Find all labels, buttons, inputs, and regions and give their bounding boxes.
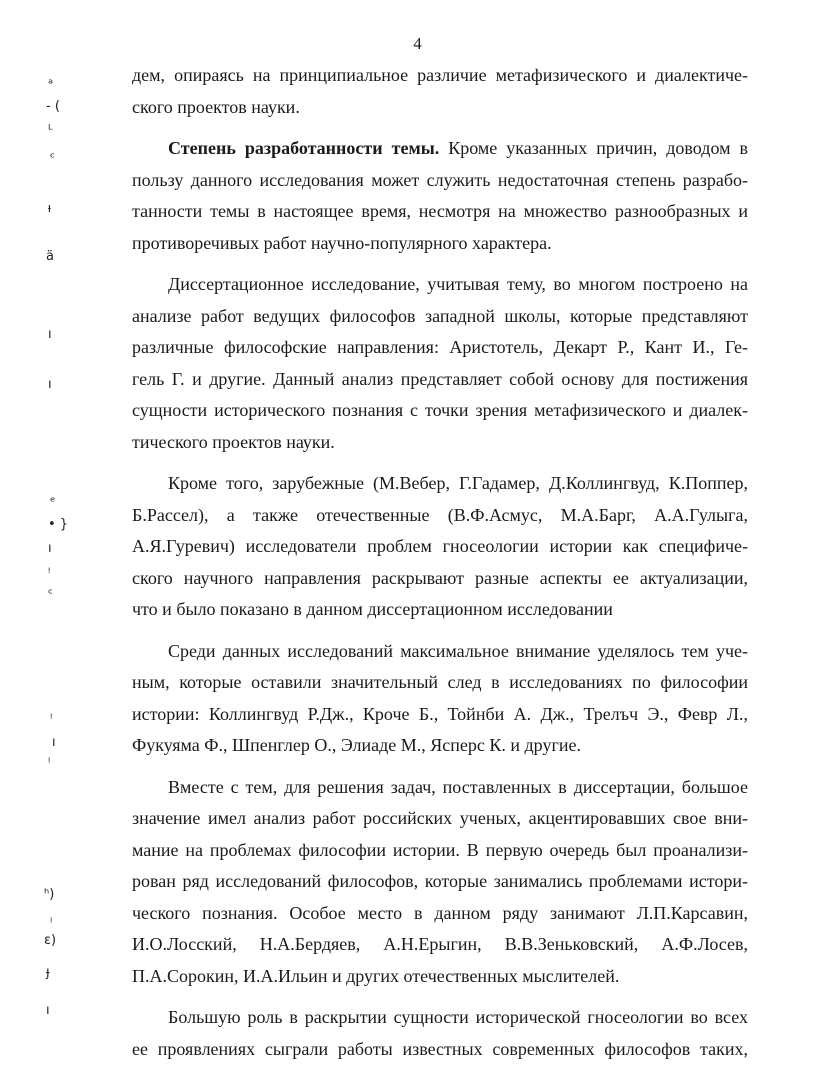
- margin-mark: ᶜ: [50, 151, 55, 166]
- margin-mark: ᴸ: [48, 123, 53, 138]
- text-line: ского научного направления раскрывают разные аспекты ее актуализации,: [132, 567, 748, 588]
- text-line: анализе работ ведущих философов западной школы, которые представляют: [132, 305, 748, 326]
- text-line: П.А.Сорокин, И.А.Ильин и других отечественных мыслителей.: [132, 965, 620, 986]
- text-line: Кроме того, зарубежные (М.Вебер, Г.Гадамер, Д.Коллингвуд, К.Поппер,: [168, 473, 748, 493]
- text-line: что и было показано в данном диссертационном исследовании: [132, 599, 613, 619]
- text-line: Большую роль в раскрытии сущности исторической гносеологии во всех: [168, 1007, 748, 1027]
- page-number: 4: [413, 34, 422, 53]
- margin-mark: ᵎ: [50, 711, 53, 726]
- text-line: тического проектов науки.: [132, 431, 335, 452]
- paragraph: [132, 269, 748, 458]
- text-line: различные философские направления: Аристотель, Декарт Р., Кант И., Ге-: [132, 337, 748, 357]
- text-line: А.Я.Гуревич) исследователи проблем гносеологии истории как специфиче-: [132, 536, 748, 556]
- paragraph: [132, 468, 748, 626]
- text-line: Среди данных исследований максимальное внимание уделялось тем уче-: [168, 640, 748, 661]
- margin-mark: ı: [48, 377, 52, 392]
- paragraph: [132, 772, 748, 993]
- text-line: значение имел анализ работ российских ученых, акцентировавших свое вни-: [132, 808, 748, 828]
- text-line: рован ряд исследований философов, которые занимались проблемами истори-: [132, 871, 748, 891]
- text-line: Вместе с тем, для решения задач, поставленных в диссертации, большое: [168, 776, 748, 797]
- paragraph: [132, 60, 748, 123]
- margin-mark: ı: [52, 735, 56, 750]
- margin-mark: ɛ): [44, 933, 57, 948]
- body-text: [132, 60, 748, 1065]
- text-line: Б.Рассел), а также отечественные (В.Ф.Асмус, М.А.Барг, А.А.Гулыга,: [132, 504, 748, 525]
- margin-mark: • }: [48, 517, 69, 532]
- margin-mark: - (: [46, 99, 60, 114]
- margin-mark: ʰ): [44, 887, 55, 902]
- margin-mark: ᵉ: [50, 495, 56, 510]
- text-line: пользу данного исследования может служить недостаточная степень разрабо-: [132, 169, 748, 190]
- margin-mark: ä: [46, 249, 54, 264]
- margin-mark: ᵎ: [48, 755, 51, 770]
- margin-mark: ı: [48, 541, 52, 556]
- text-line: Фукуяма Ф., Шпенглер О., Элиаде М., Ясперс К. и другие.: [132, 735, 581, 755]
- section-heading: Степень разработанности темы.: [168, 138, 440, 158]
- text-line: Диссертационное исследование, учитывая тему, во многом построено на: [168, 274, 748, 294]
- text-line: ным, которые оставили значительный след в исследованиях по философии: [132, 672, 748, 692]
- margin-mark: ᵎ: [50, 915, 53, 930]
- paragraph: [132, 133, 748, 259]
- margin-mark: ᵎ: [48, 565, 51, 580]
- margin-mark: ᶜ: [48, 587, 53, 602]
- paragraph: [132, 1002, 748, 1065]
- margin-mark: ı: [48, 327, 52, 342]
- text-line: ческого познания. Особое место в данном ряду занимают Л.П.Карсавин,: [132, 902, 748, 923]
- text-line: мание на проблемах философии истории. В первую очередь был проанализи-: [132, 839, 748, 860]
- text-line: танности темы в настоящее время, несмотря на множество разнообразных и: [132, 201, 748, 221]
- text-line: ее проявлениях сыграли работы известных современных философов таких,: [132, 1038, 748, 1059]
- text-line: [132, 133, 748, 165]
- text-line: гель Г. и другие. Данный анализ представляет собой основу для постижения: [132, 368, 748, 389]
- paragraph: [132, 636, 748, 762]
- text-line: истории: Коллингвуд Р.Дж., Кроче Б., Тойнби А. Дж., Трелъч Э., Февр Л.,: [132, 703, 748, 724]
- text-line: противоречивых работ научно-популярного характера.: [132, 232, 552, 253]
- margin-mark: ı: [46, 1003, 50, 1018]
- text-line: ского проектов науки.: [132, 96, 300, 117]
- text-line: дем, опираясь на принципиальное различие метафизического и диалектиче-: [132, 65, 748, 85]
- margin-mark: ɟ: [46, 965, 50, 980]
- text-line: сущности исторического познания с точки зрения метафизического и диалек-: [132, 400, 748, 420]
- text-fragment: Кроме указанных причин, доводом в: [439, 138, 748, 158]
- margin-mark: ᵼ: [48, 201, 51, 216]
- text-line: И.О.Лосский, Н.А.Бердяев, А.Н.Ерыгин, В.В.Зеньковский, А.Ф.Лосев,: [132, 934, 748, 954]
- margin-mark: ᵃ: [48, 77, 54, 92]
